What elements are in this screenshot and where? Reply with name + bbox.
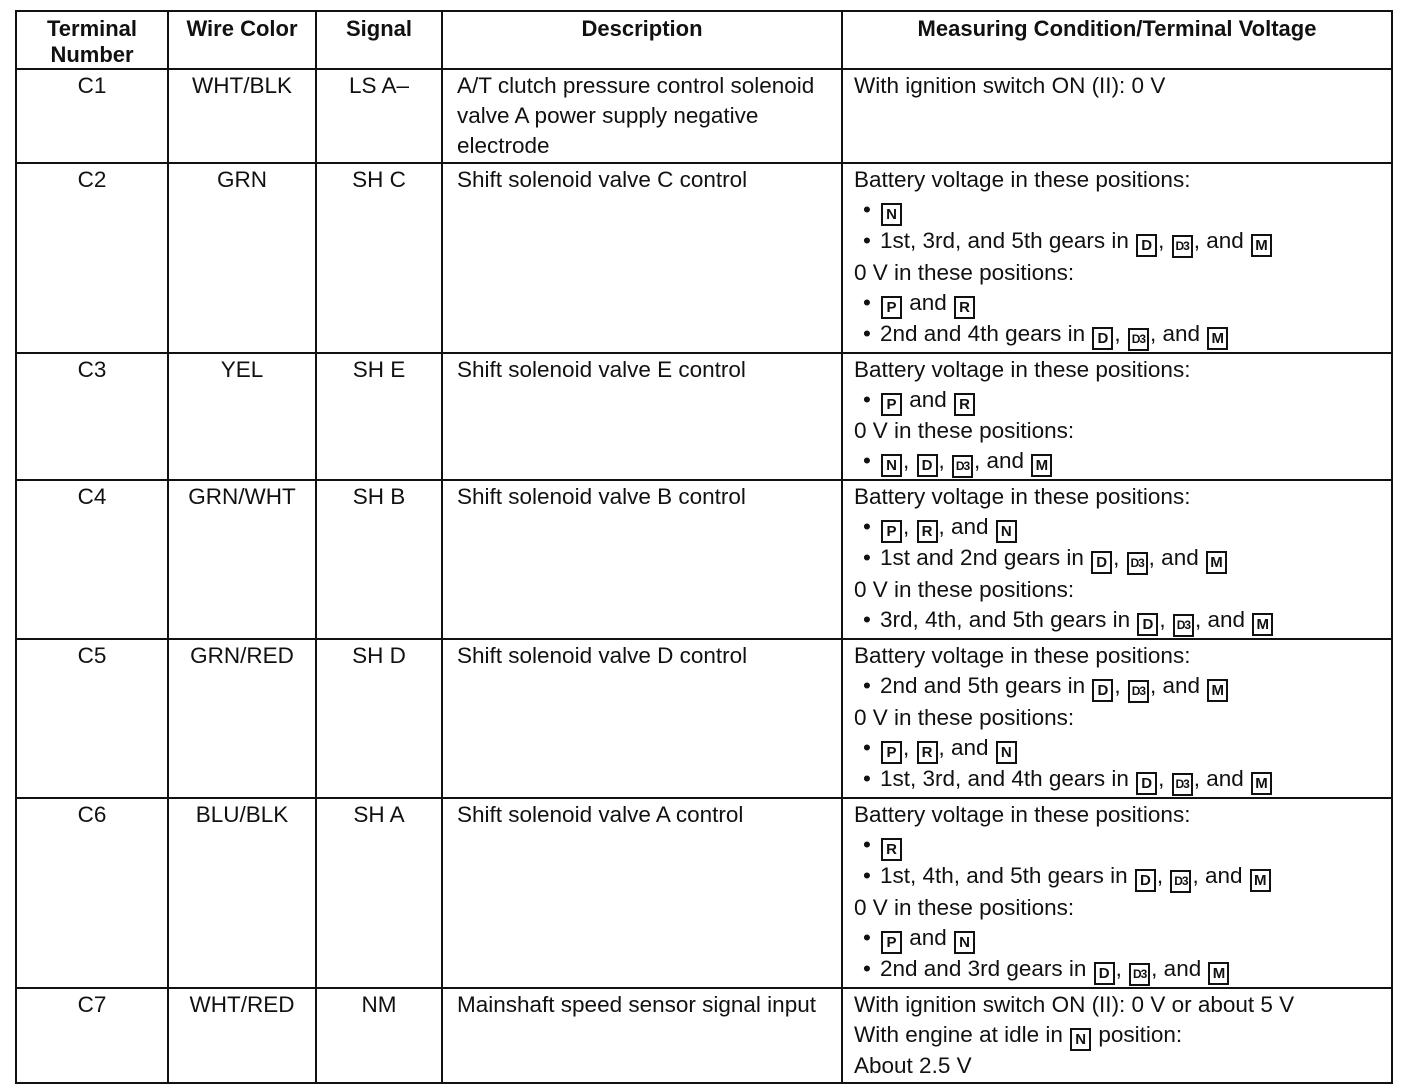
measuring-condition-cell [842,353,1392,480]
condition-line [854,575,1387,605]
condition-line [854,482,1387,512]
gear-position-d3-icon: D3 [1128,680,1149,703]
condition-text: 1st, 3rd, and 5th gears in D , D3 , and M [880,228,1273,253]
wire-color-cell: BLU/BLK [168,798,316,988]
bullet-item [854,512,1387,543]
condition-text: P , R , and N [880,514,1018,539]
terminal-number-cell: C6 [16,798,168,988]
bullet-icon: • [863,832,871,857]
wire-color-cell: YEL [168,353,316,480]
table-row [16,69,1392,163]
condition-line [854,71,1387,101]
bullet-icon: • [863,673,871,698]
terminal-number-cell: C3 [16,353,168,480]
gear-position-p-icon: P [881,393,902,416]
condition-line [854,1051,1387,1081]
condition-line [854,165,1387,195]
gear-position-d-icon: D [1137,613,1158,636]
bullet-item [854,288,1387,319]
bullet-icon: • [863,228,871,253]
condition-line [854,703,1387,733]
gear-position-d3-icon: D3 [1172,773,1193,796]
gear-position-d3-icon: D3 [1129,963,1150,986]
gear-position-p-icon: P [881,931,902,954]
gear-position-m-icon: M [1031,454,1052,477]
condition-text: 1st, 4th, and 5th gears in D , D3 , and M [880,863,1272,888]
gear-position-m-icon: M [1207,679,1228,702]
condition-text [880,832,903,857]
condition-text: With ignition switch ON (II): 0 V [854,73,1166,98]
gear-position-d-icon: D [1091,551,1112,574]
bullet-icon: • [863,863,871,888]
bullet-icon: • [863,925,871,950]
wire-color-cell: GRN/WHT [168,480,316,639]
gear-position-d-icon: D [1135,869,1156,892]
gear-position-d3-icon: D3 [1170,870,1191,893]
measuring-condition-cell [842,163,1392,353]
bullet-icon: • [863,956,871,981]
wire-color-cell: WHT/RED [168,988,316,1083]
gear-position-m-icon: M [1252,613,1273,636]
description-cell: Shift solenoid valve D control [442,639,842,798]
signal-cell: NM [316,988,442,1083]
measuring-condition-cell [842,988,1392,1083]
header-wire-color: Wire Color [168,11,316,69]
header-terminal-number: Terminal Number [16,11,168,69]
condition-text: About 2.5 V [854,1053,972,1078]
description-cell: Shift solenoid valve C control [442,163,842,353]
condition-text: P , R , and N [880,735,1018,760]
header-signal: Signal [316,11,442,69]
gear-position-d-icon: D [1092,679,1113,702]
condition-line [854,258,1387,288]
table-row [16,163,1392,353]
gear-position-d3-icon: D3 [1172,235,1193,258]
signal-cell: SH D [316,639,442,798]
bullet-icon: • [863,290,871,315]
condition-text: 1st and 2nd gears in D , D3 , and M [880,545,1228,570]
gear-position-n-icon: N [996,520,1017,543]
header-measuring-condition: Measuring Condition/Terminal Voltage [842,11,1392,69]
bullet-item [854,861,1387,893]
wire-color-cell: WHT/BLK [168,69,316,163]
condition-line [854,1020,1387,1051]
gear-position-m-icon: M [1208,962,1229,985]
bullet-item [854,954,1387,986]
gear-position-m-icon: M [1251,772,1272,795]
bullet-item [854,605,1387,637]
gear-position-d-icon: D [917,454,938,477]
condition-line [854,893,1387,923]
terminal-number-cell: C1 [16,69,168,163]
gear-position-p-icon: P [881,520,902,543]
condition-text: P and N [880,925,976,950]
terminal-number-cell: C7 [16,988,168,1083]
table-row [16,639,1392,798]
condition-text: 0 V in these positions: [854,260,1075,285]
gear-position-n-icon: N [881,454,902,477]
gear-position-d3-icon: D3 [1127,552,1148,575]
condition-text: P and R [880,290,976,315]
gear-position-n-icon: N [881,203,902,226]
bullet-icon: • [863,448,871,473]
bullet-item [854,671,1387,703]
bullet-icon: • [863,735,871,760]
terminal-number-cell: C4 [16,480,168,639]
header-row [16,11,1392,69]
condition-text: With ignition switch ON (II): 0 V or about 5 V [854,992,1295,1017]
gear-position-d3-icon: D3 [952,455,973,478]
bullet-item [854,830,1387,861]
condition-text: 0 V in these positions: [854,418,1075,443]
wire-color-cell: GRN/RED [168,639,316,798]
bullet-item [854,446,1387,478]
condition-text: Battery voltage in these positions: [854,357,1191,382]
table-row [16,480,1392,639]
measuring-condition-cell [842,798,1392,988]
condition-text: Battery voltage in these positions: [854,167,1191,192]
description-cell: Shift solenoid valve B control [442,480,842,639]
bullet-item [854,764,1387,796]
bullet-item [854,923,1387,954]
table-row [16,798,1392,988]
gear-position-d3-icon: D3 [1128,328,1149,351]
condition-text: N , D , D3 , and M [880,448,1053,473]
condition-text: 2nd and 3rd gears in D , D3 , and M [880,956,1230,981]
gear-position-r-icon: R [881,838,902,861]
gear-position-n-icon: N [954,931,975,954]
description-cell: Shift solenoid valve E control [442,353,842,480]
condition-text: 2nd and 4th gears in D , D3 , and M [880,321,1229,346]
condition-line [854,355,1387,385]
condition-line [854,990,1387,1020]
gear-position-d-icon: D [1136,772,1157,795]
gear-position-m-icon: M [1250,869,1271,892]
signal-cell: SH E [316,353,442,480]
condition-text: Battery voltage in these positions: [854,802,1191,827]
gear-position-d-icon: D [1094,962,1115,985]
gear-position-d3-icon: D3 [1173,614,1194,637]
terminal-number-cell: C5 [16,639,168,798]
gear-position-p-icon: P [881,296,902,319]
condition-text: P and R [880,387,976,412]
bullet-item [854,195,1387,226]
bullet-icon: • [863,197,871,222]
gear-position-m-icon: M [1251,234,1272,257]
gear-position-d-icon: D [1092,327,1113,350]
gear-position-m-icon: M [1207,327,1228,350]
bullet-icon: • [863,766,871,791]
table-row [16,988,1392,1083]
bullet-icon: • [863,514,871,539]
gear-position-p-icon: P [881,741,902,764]
terminal-number-cell: C2 [16,163,168,353]
description-cell: Mainshaft speed sensor signal input [442,988,842,1083]
bullet-icon: • [863,321,871,346]
gear-position-r-icon: R [917,741,938,764]
bullet-item [854,385,1387,416]
condition-line [854,641,1387,671]
gear-position-n-icon: N [996,741,1017,764]
terminal-table [15,10,1393,1084]
table-row [16,353,1392,480]
measuring-condition-cell [842,69,1392,163]
condition-text: 0 V in these positions: [854,705,1075,730]
signal-cell: LS A– [316,69,442,163]
gear-position-r-icon: R [954,393,975,416]
gear-position-r-icon: R [954,296,975,319]
gear-position-d-icon: D [1136,234,1157,257]
condition-text: Battery voltage in these positions: [854,484,1191,509]
measuring-condition-cell [842,480,1392,639]
signal-cell: SH A [316,798,442,988]
condition-text: 0 V in these positions: [854,577,1075,602]
bullet-item [854,319,1387,351]
gear-position-r-icon: R [917,520,938,543]
bullet-icon: • [863,545,871,570]
bullet-icon: • [863,607,871,632]
bullet-item [854,543,1387,575]
bullet-icon: • [863,387,871,412]
signal-cell: SH B [316,480,442,639]
condition-text [880,197,903,222]
bullet-item [854,226,1387,258]
signal-cell: SH C [316,163,442,353]
condition-line [854,416,1387,446]
wire-color-cell: GRN [168,163,316,353]
bullet-item [854,733,1387,764]
condition-text: 0 V in these positions: [854,895,1075,920]
description-cell: A/T clutch pressure control solenoid valve A power supply negative electrode [442,69,842,163]
condition-text: 3rd, 4th, and 5th gears in D , D3 , and M [880,607,1274,632]
header-description: Description [442,11,842,69]
description-cell: Shift solenoid valve A control [442,798,842,988]
condition-text: Battery voltage in these positions: [854,643,1191,668]
gear-position-m-icon: M [1206,551,1227,574]
condition-text: 2nd and 5th gears in D , D3 , and M [880,673,1229,698]
condition-text: With engine at idle in N position: [854,1022,1182,1047]
condition-text: 1st, 3rd, and 4th gears in D , D3 , and M [880,766,1273,791]
condition-line [854,800,1387,830]
measuring-condition-cell [842,639,1392,798]
gear-position-n-icon: N [1070,1028,1091,1051]
